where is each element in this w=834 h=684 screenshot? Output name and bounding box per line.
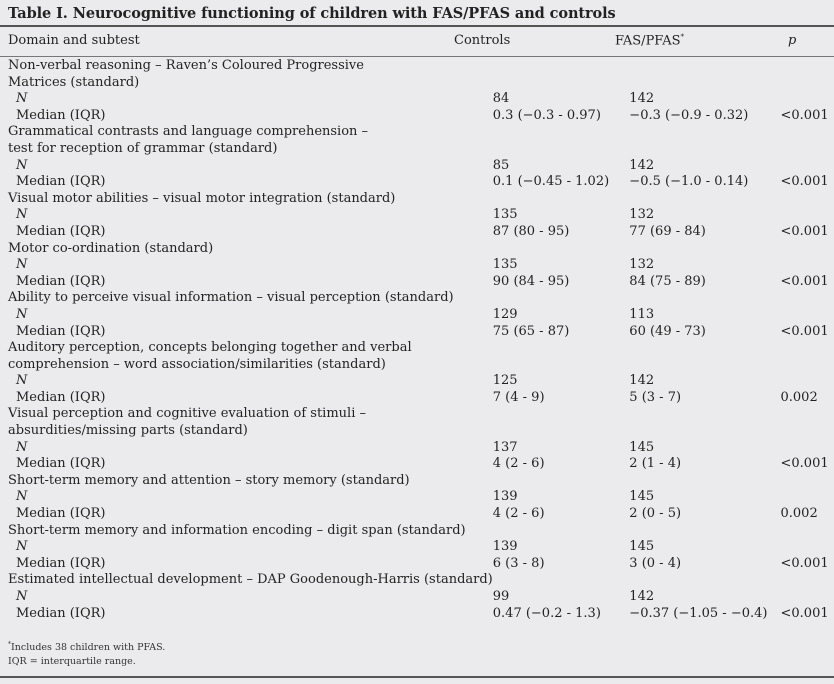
footnote-2: IQR = interquartile range. (8, 656, 136, 667)
median-fas: 60 (49 - 73) (629, 323, 706, 339)
domain-label: Short-term memory and attention – story memory (standard) (8, 472, 410, 488)
header-fas (615, 33, 684, 48)
median-label: Median (IQR) (16, 174, 106, 190)
empty-cell (781, 141, 834, 158)
empty-cell (781, 440, 834, 457)
median-label: Median (IQR) (16, 605, 106, 621)
empty-cell (629, 473, 780, 490)
n-controls: 129 (492, 306, 518, 322)
empty-cell (629, 141, 780, 158)
n-fas: 145 (629, 439, 655, 455)
data-table (8, 58, 834, 622)
median-controls: 75 (65 - 87) (492, 323, 570, 339)
footnote-marker: * (8, 641, 11, 648)
domain-label: Grammatical contrasts and language comprehension – (8, 124, 369, 140)
domain-row (8, 340, 834, 357)
top-rule (0, 25, 834, 27)
n-label: N (16, 257, 28, 273)
n-controls: 137 (492, 439, 518, 455)
empty-cell (781, 191, 834, 208)
median-fas: 2 (0 - 5) (629, 506, 682, 522)
header-fas-marker: * (680, 33, 684, 41)
median-label: Median (IQR) (16, 456, 106, 472)
domain-row (8, 241, 834, 258)
empty-cell (781, 124, 834, 141)
n-controls: 135 (492, 257, 518, 273)
empty-cell (781, 91, 834, 108)
domain-label: Ability to perceive visual information – visual perception (standard) (8, 290, 454, 306)
n-row (8, 207, 834, 224)
empty-cell (781, 207, 834, 224)
n-row (8, 589, 834, 606)
table-body (8, 58, 834, 622)
n-fas: 132 (629, 207, 655, 223)
empty-cell (781, 158, 834, 175)
median-label: Median (IQR) (16, 323, 106, 339)
header-domain: Domain and subtest (8, 33, 140, 48)
empty-cell (493, 357, 630, 374)
domain-label: absurdities/missing parts (standard) (8, 423, 248, 439)
domain-label: Non-verbal reasoning – Raven’s Coloured Progressive (8, 58, 364, 73)
n-row (8, 91, 834, 108)
header-p: p (788, 33, 797, 48)
n-label: N (16, 91, 28, 107)
n-label: N (16, 489, 28, 505)
median-controls: 0.1 (−0.45 - 1.02) (492, 174, 610, 190)
footnote-1 (8, 641, 165, 653)
n-label: N (16, 373, 28, 389)
domain-row (8, 572, 834, 589)
empty-cell (629, 572, 780, 589)
empty-cell (493, 423, 630, 440)
empty-cell (781, 473, 834, 490)
header-fas-label: FAS/PFAS (615, 33, 681, 49)
median-row (8, 274, 834, 291)
empty-cell (629, 290, 780, 307)
domain-row (8, 357, 834, 374)
n-controls: 139 (492, 539, 518, 555)
n-label: N (16, 539, 28, 555)
n-label: N (16, 207, 28, 223)
n-controls: 99 (492, 589, 510, 604)
empty-cell (781, 290, 834, 307)
n-controls: 135 (492, 207, 518, 223)
n-controls: 85 (492, 157, 510, 173)
empty-cell (781, 423, 834, 440)
n-label: N (16, 306, 28, 322)
p-value: <0.001 (780, 456, 829, 472)
median-label: Median (IQR) (16, 389, 106, 405)
median-row (8, 390, 834, 407)
median-controls: 87 (80 - 95) (492, 223, 570, 239)
domain-row (8, 75, 834, 92)
n-fas: 145 (629, 539, 655, 555)
n-row (8, 158, 834, 175)
empty-cell (493, 141, 630, 158)
empty-cell (629, 58, 780, 75)
n-row (8, 307, 834, 324)
n-fas: 142 (629, 91, 655, 107)
empty-cell (629, 523, 780, 540)
median-fas: −0.3 (−0.9 - 0.32) (629, 107, 749, 123)
domain-label: Auditory perception, concepts belonging together and verbal (8, 340, 412, 356)
empty-cell (781, 539, 834, 556)
median-controls: 4 (2 - 6) (492, 456, 545, 472)
header-controls-label: Controls (454, 33, 511, 48)
empty-cell (493, 340, 630, 357)
median-row (8, 324, 834, 341)
empty-cell (781, 489, 834, 506)
empty-cell (493, 473, 630, 490)
empty-cell (629, 406, 780, 423)
p-value: <0.001 (780, 273, 829, 289)
header-rule (0, 56, 834, 57)
empty-cell (493, 572, 630, 589)
n-controls: 125 (492, 373, 518, 389)
n-fas: 113 (629, 306, 655, 322)
median-controls: 90 (84 - 95) (492, 273, 570, 289)
p-value: <0.001 (780, 174, 829, 190)
n-row (8, 440, 834, 457)
p-value: <0.001 (780, 323, 829, 339)
domain-row (8, 290, 834, 307)
n-row (8, 539, 834, 556)
empty-cell (629, 423, 780, 440)
median-controls: 0.47 (−0.2 - 1.3) (492, 605, 601, 621)
p-value: <0.001 (780, 107, 829, 123)
empty-cell (781, 75, 834, 92)
median-controls: 6 (3 - 8) (492, 555, 545, 571)
empty-cell (781, 589, 834, 606)
p-value: <0.001 (780, 605, 829, 621)
empty-cell (629, 124, 780, 141)
median-fas: −0.37 (−1.05 - −0.4) (629, 605, 768, 621)
domain-label: Visual perception and cognitive evaluation of stimuli – (8, 406, 366, 422)
empty-cell (781, 572, 834, 589)
domain-row (8, 141, 834, 158)
median-controls: 0.3 (−0.3 - 0.97) (492, 107, 601, 123)
median-label: Median (IQR) (16, 506, 106, 522)
empty-cell (781, 241, 834, 258)
domain-row (8, 473, 834, 490)
empty-cell (493, 290, 630, 307)
domain-label: Motor co-ordination (standard) (8, 240, 214, 256)
empty-cell (781, 58, 834, 75)
n-row (8, 373, 834, 390)
empty-cell (493, 241, 630, 258)
empty-cell (629, 340, 780, 357)
median-fas: 2 (1 - 4) (629, 456, 682, 472)
median-fas: 84 (75 - 89) (629, 273, 706, 289)
n-label: N (16, 157, 28, 173)
median-fas: 77 (69 - 84) (629, 223, 706, 239)
median-row (8, 456, 834, 473)
median-label: Median (IQR) (16, 273, 106, 289)
empty-cell (781, 523, 834, 540)
empty-cell (629, 241, 780, 258)
n-controls: 139 (492, 489, 518, 505)
median-fas: 3 (0 - 4) (629, 555, 682, 571)
n-row (8, 489, 834, 506)
empty-cell (781, 307, 834, 324)
n-fas: 142 (629, 373, 655, 389)
empty-cell (629, 75, 780, 92)
empty-cell (629, 357, 780, 374)
median-label: Median (IQR) (16, 223, 106, 239)
domain-label: Matrices (standard) (8, 74, 140, 90)
p-value: 0.002 (780, 506, 818, 522)
n-fas: 145 (629, 489, 655, 505)
domain-label: Estimated intellectual development – DAP Goodenough-Harris (standard) (8, 572, 493, 588)
domain-row (8, 423, 834, 440)
median-fas: 5 (3 - 7) (629, 389, 682, 405)
p-value: <0.001 (780, 555, 829, 571)
empty-cell (629, 191, 780, 208)
n-label: N (16, 589, 28, 604)
p-value: <0.001 (780, 223, 829, 239)
bottom-rule (0, 676, 834, 678)
empty-cell (493, 191, 630, 208)
domain-row (8, 523, 834, 540)
empty-cell (781, 257, 834, 274)
n-fas: 132 (629, 257, 655, 273)
n-row (8, 257, 834, 274)
empty-cell (493, 58, 630, 75)
domain-row (8, 406, 834, 423)
domain-label: Short-term memory and information encoding – digit span (standard) (8, 522, 466, 538)
median-row (8, 108, 834, 125)
footnote-1-text: Includes 38 children with PFAS. (11, 642, 166, 654)
empty-cell (781, 340, 834, 357)
median-fas: −0.5 (−1.0 - 0.14) (629, 174, 749, 190)
empty-cell (781, 373, 834, 390)
n-fas: 142 (629, 589, 655, 604)
domain-label: test for reception of grammar (standard) (8, 140, 278, 156)
empty-cell (781, 406, 834, 423)
empty-cell (781, 357, 834, 374)
n-fas: 142 (629, 157, 655, 173)
p-value: 0.002 (780, 389, 818, 405)
domain-row (8, 124, 834, 141)
empty-cell (493, 124, 630, 141)
empty-cell (493, 523, 630, 540)
median-row (8, 606, 834, 623)
header-controls (454, 33, 510, 48)
median-label: Median (IQR) (16, 107, 106, 123)
n-label: N (16, 439, 28, 455)
domain-label: Visual motor abilities – visual motor integration (standard) (8, 190, 396, 206)
median-controls: 4 (2 - 6) (492, 506, 545, 522)
median-label: Median (IQR) (16, 555, 106, 571)
empty-cell (493, 75, 630, 92)
domain-row (8, 58, 834, 75)
median-row (8, 506, 834, 523)
median-controls: 7 (4 - 9) (492, 389, 545, 405)
empty-cell (493, 406, 630, 423)
median-row (8, 174, 834, 191)
median-row (8, 556, 834, 573)
domain-row (8, 191, 834, 208)
table-title: Table I. Neurocognitive functioning of children with FAS/PFAS and controls (8, 5, 616, 22)
n-controls: 84 (492, 91, 510, 107)
domain-label: comprehension – word association/similarities (standard) (8, 356, 386, 372)
median-row (8, 224, 834, 241)
